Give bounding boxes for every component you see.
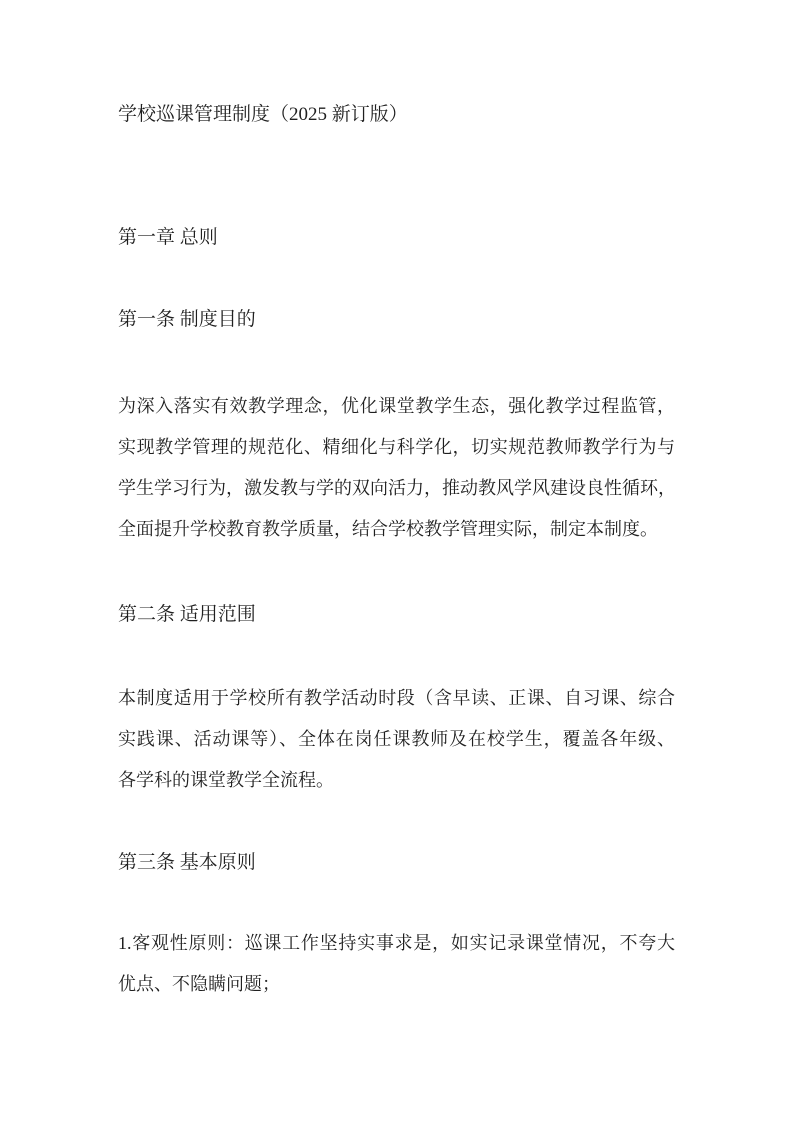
document-content — [118, 94, 675, 1005]
paragraph-line: 学生学习行为，激发教与学的双向活力，推动教风学风建设良性循环， — [118, 478, 676, 498]
document-title: 学校巡课管理制度（2025 新订版） — [118, 104, 408, 125]
paragraph-line: 各学科的课堂教学全流程。 — [118, 770, 334, 790]
paragraph-line: 1.客观性原则：巡课工作坚持实事求是，如实记录课堂情况，不夸大 — [118, 933, 675, 953]
paragraph-line: 本制度适用于学校所有教学活动时段（含早读、正课、自习课、综合 — [118, 688, 675, 708]
paragraph-line: 实现教学管理的规范化、精细化与科学化，切实规范教师教学行为与 — [118, 437, 675, 457]
paragraph-line: 为深入落实有效教学理念，优化课堂教学生态，强化教学过程监管， — [118, 396, 675, 416]
article-3-paragraph — [118, 923, 675, 1005]
chapter-heading: 第一章 总则 — [118, 227, 218, 248]
article-3-heading: 第三条 基本原则 — [118, 852, 256, 873]
article-2-paragraph — [118, 678, 675, 801]
paragraph-line: 全面提升学校教育教学质量，结合学校教学管理实际，制定本制度。 — [118, 519, 658, 539]
article-1-heading: 第一条 制度目的 — [118, 309, 256, 330]
paragraph-line: 优点、不隐瞒问题； — [118, 974, 280, 994]
article-2-heading: 第二条 适用范围 — [118, 604, 256, 625]
article-1-paragraph — [118, 386, 675, 550]
paragraph-line: 实践课、活动课等）、全体在岗任课教师及在校学生，覆盖各年级、 — [118, 729, 675, 749]
